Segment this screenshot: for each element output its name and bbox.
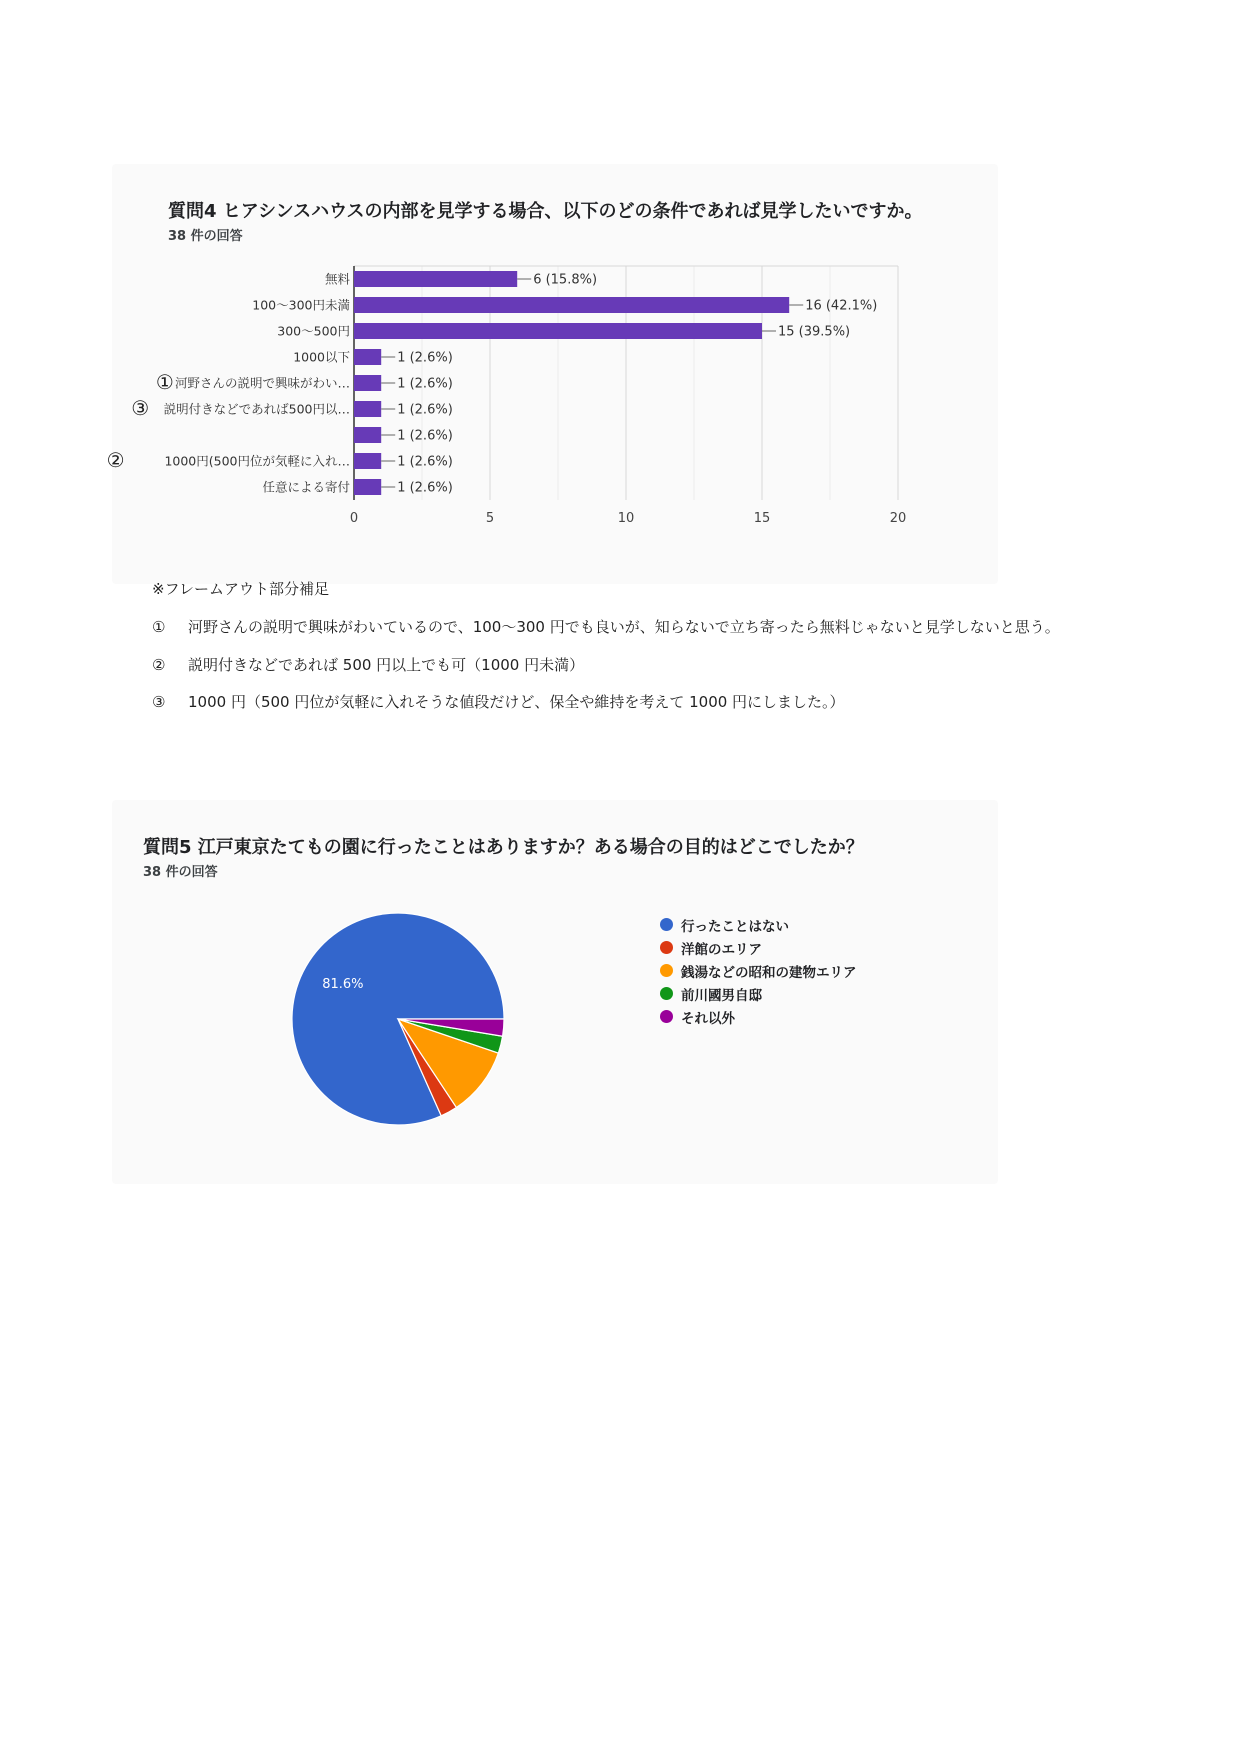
x-tick-label: 20 [889, 511, 907, 526]
data-label: 1 (2.6%) [397, 428, 453, 444]
legend-item [660, 982, 857, 1005]
legend-label: 銭湯などの昭和の建物エリア [681, 964, 857, 981]
legend-item [660, 959, 857, 982]
question-5-title: 質問5 江戸東京たてもの園に行ったことはありますか？ある場合の目的はどこでしたか？ [143, 837, 864, 858]
data-label: 1 (2.6%) [397, 480, 453, 496]
legend-item [660, 936, 857, 959]
category-label: 1000円(500円位が気軽に入れ… [164, 453, 350, 469]
note-number: ③ [152, 693, 166, 711]
x-tick-label: 10 [617, 511, 635, 526]
category-label: 300～500円 [277, 323, 350, 339]
category-label: 説明付きなどであれば500円以… [163, 401, 350, 417]
legend-item [660, 913, 857, 936]
data-label: 1 (2.6%) [397, 376, 453, 392]
note-text: 河野さんの説明で興味がわいているので、100～300 円でも良いが、知らないで立ち寄ったら無料じゃないと見学しないと思う。 [188, 618, 1060, 636]
legend-label: それ以外 [681, 1010, 735, 1027]
pie-legend [660, 913, 857, 1028]
note-number: ① [152, 618, 166, 636]
category-label: 任意による寄付 [262, 479, 350, 495]
legend-item [660, 1005, 857, 1028]
category-label: 無料 [324, 271, 350, 287]
legend-swatch [660, 918, 673, 931]
x-tick-label: 0 [349, 511, 359, 526]
note-text: 説明付きなどであれば 500 円以上でも可（1000 円未満） [188, 656, 585, 674]
legend-swatch [660, 941, 673, 954]
question-5-response-count: 38 件の回答 [143, 865, 218, 880]
pie-data-label: 81.6% [322, 977, 364, 993]
note-text: 1000 円（500 円位が気軽に入れそうな値段だけど、保全や維持を考えて 1000 円にしました。） [188, 693, 845, 711]
data-label: 1 (2.6%) [397, 454, 453, 470]
data-label: 16 (42.1%) [805, 298, 878, 314]
circled-number-marker: ② [106, 448, 125, 472]
data-label: 15 (39.5%) [778, 324, 851, 340]
category-label: 100～300円未満 [252, 297, 350, 313]
data-label: 1 (2.6%) [397, 350, 453, 366]
x-tick-label: 15 [753, 511, 771, 526]
legend-label: 前川國男自邸 [681, 987, 762, 1004]
legend-swatch [660, 964, 673, 977]
question-4-title: 質問4 ヒアシンスハウスの内部を見学する場合、以下のどの条件であれば見学したいですか。 [168, 201, 923, 222]
legend-label: 洋館のエリア [681, 941, 762, 958]
data-label: 6 (15.8%) [533, 272, 598, 288]
circled-number-marker: ③ [131, 396, 150, 420]
category-label: 河野さんの説明で興味がわい… [174, 375, 350, 391]
notes-heading: ※フレームアウト部分補足 [152, 580, 329, 598]
legend-swatch [660, 987, 673, 1000]
category-label: 1000以下 [293, 349, 350, 365]
legend-label: 行ったことはない [681, 918, 789, 935]
data-label: 1 (2.6%) [397, 402, 453, 418]
circled-number-marker: ① [155, 370, 174, 394]
legend-swatch [660, 1010, 673, 1023]
x-tick-label: 5 [485, 511, 495, 526]
question-4-response-count: 38 件の回答 [168, 229, 243, 244]
note-number: ② [152, 656, 166, 674]
